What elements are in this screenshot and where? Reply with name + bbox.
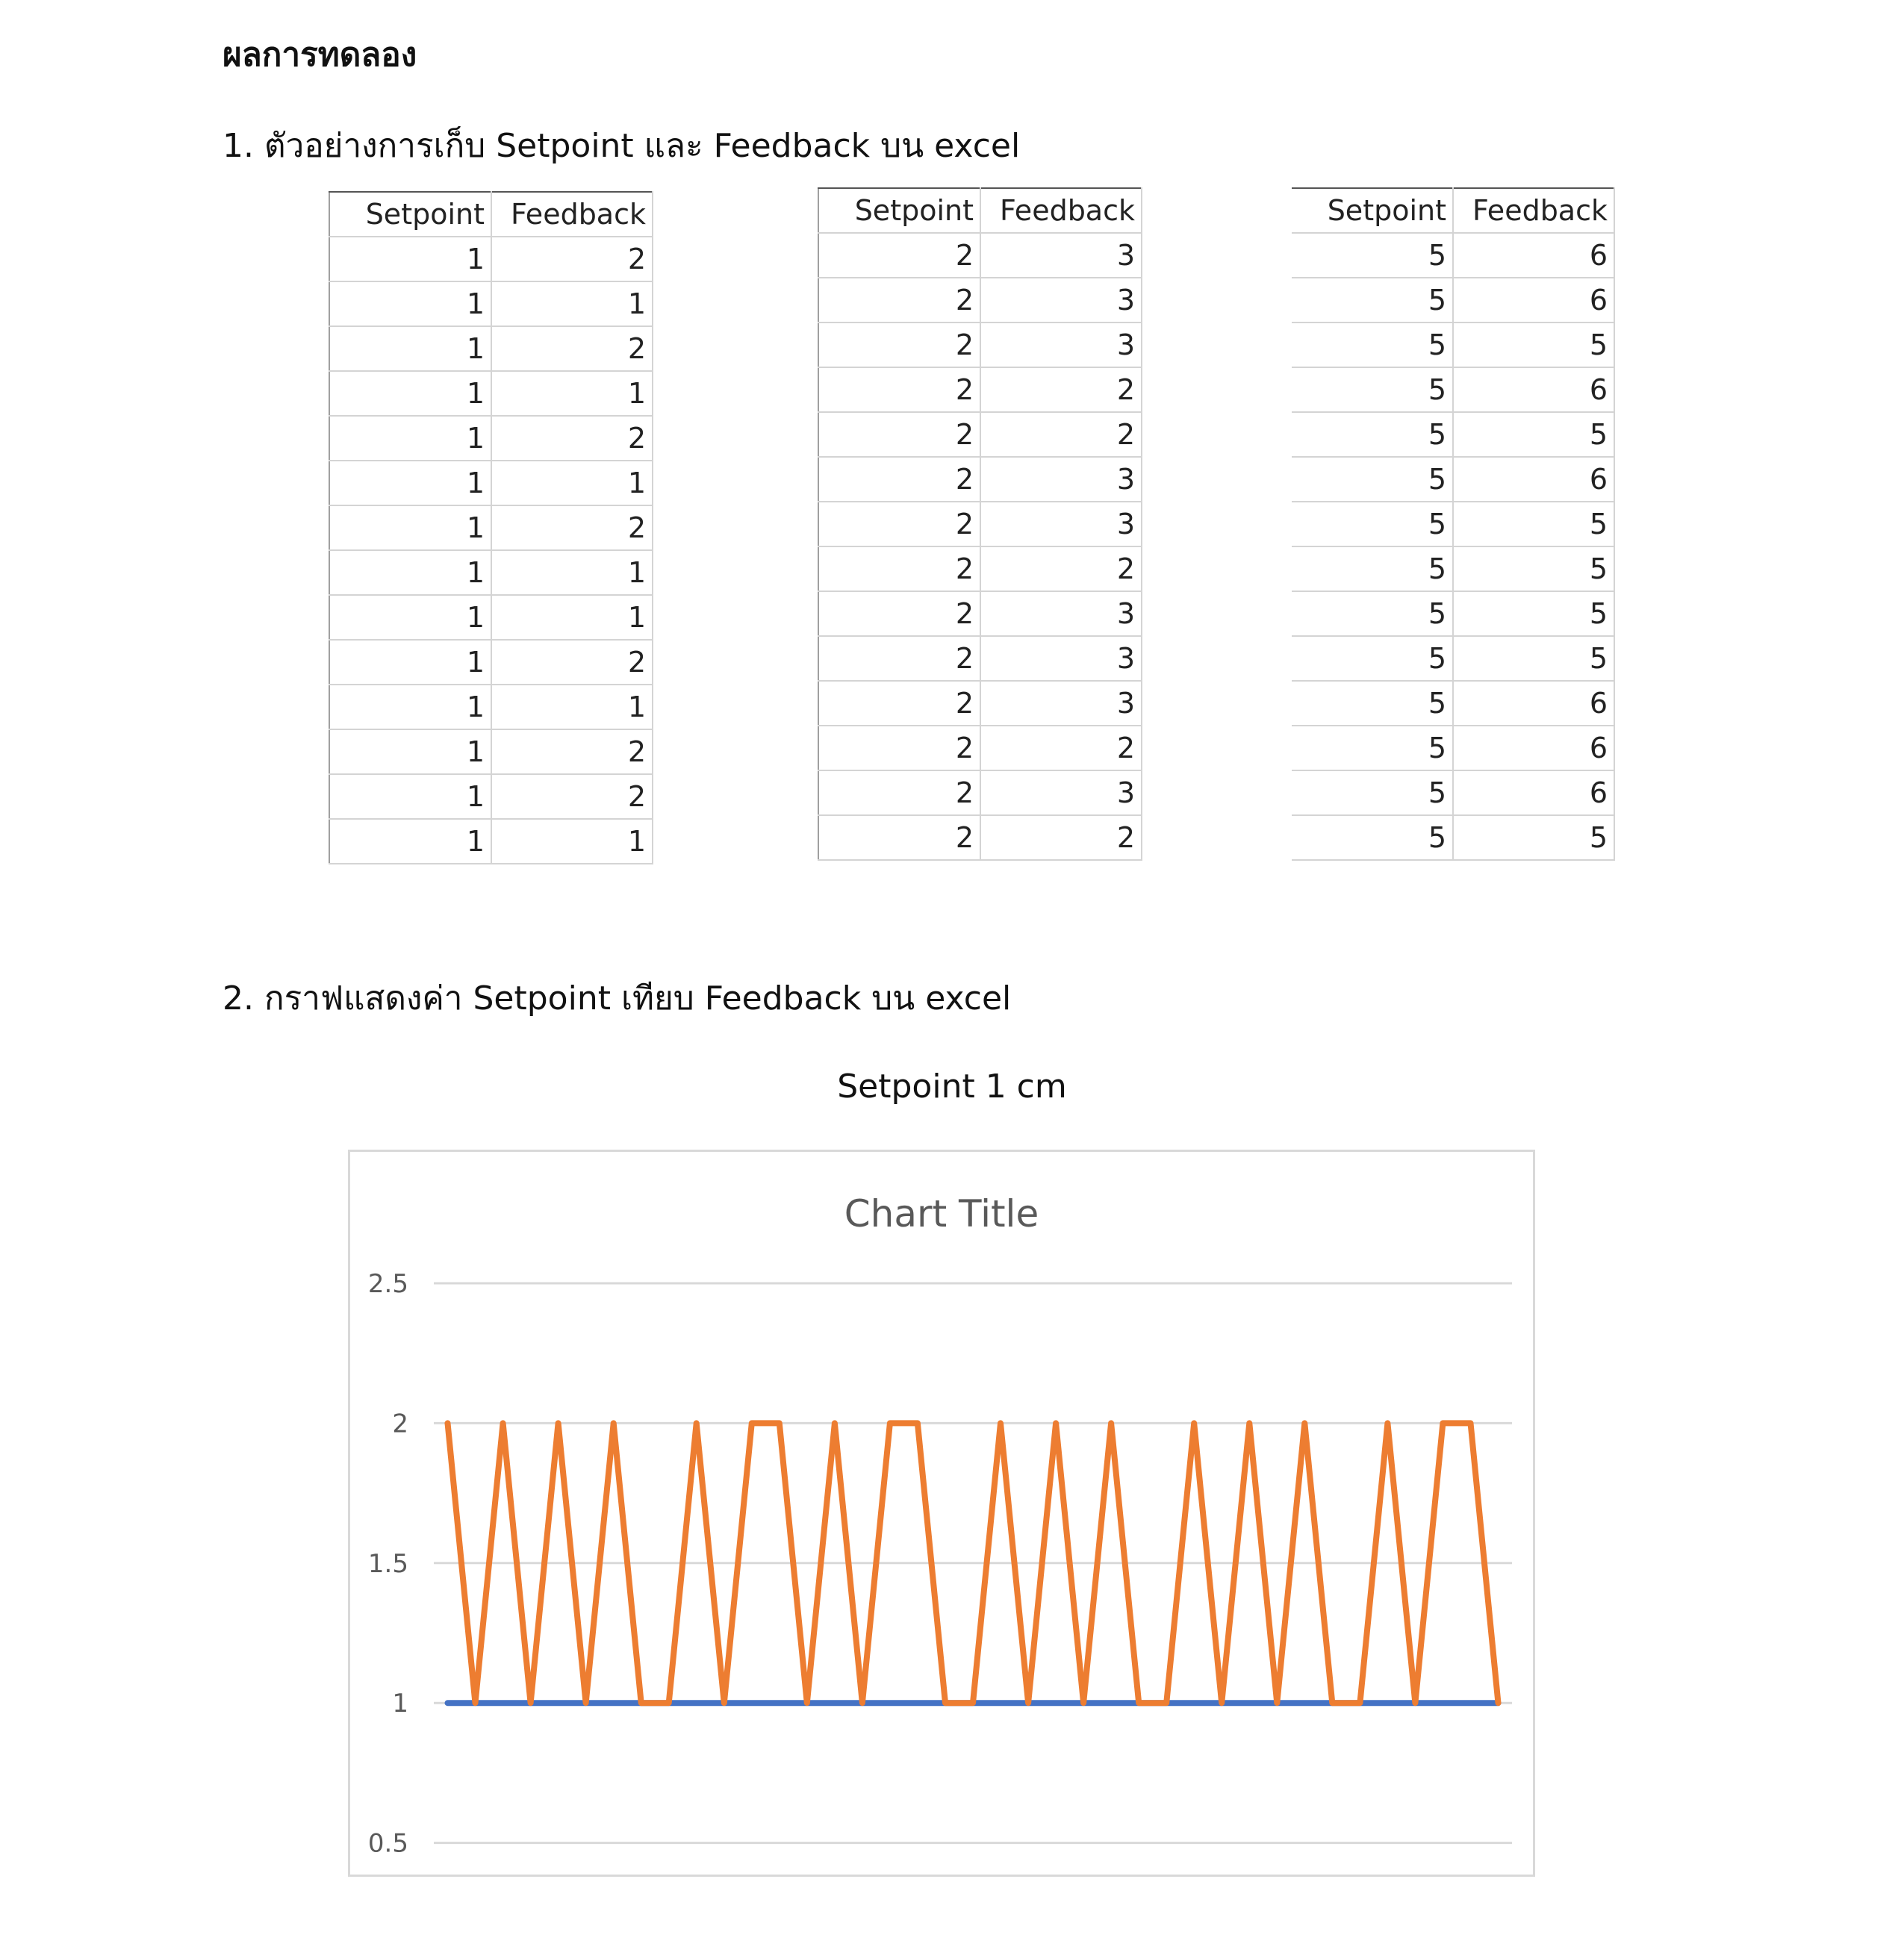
setpoint-cell: 5 [1292,278,1453,322]
table-row [1292,681,1614,726]
table-row [1292,591,1614,636]
feedback-cell: 5 [1453,322,1614,367]
table-row [818,636,1142,681]
table-row [329,326,653,371]
setpoint-cell: 1 [329,774,491,819]
setpoint-cell: 5 [1292,233,1453,278]
table-row [1292,412,1614,457]
feedback-cell: 6 [1453,770,1614,815]
setpoint-cell: 2 [818,636,980,681]
feedback-cell: 2 [980,726,1142,770]
table-row [329,685,653,729]
data-table-3 [1292,187,1615,861]
feedback-cell: 1 [491,819,653,864]
feedback-cell: 6 [1453,457,1614,502]
setpoint-cell: 5 [1292,367,1453,412]
setpoint-cell: 1 [329,640,491,685]
setpoint-cell: 1 [329,371,491,416]
setpoint-cell: 5 [1292,681,1453,726]
data-table-2 [818,187,1142,861]
data-table-1 [329,191,653,864]
setpoint-cell: 5 [1292,322,1453,367]
table-row [818,367,1142,412]
feedback-cell: 2 [491,774,653,819]
feedback-cell: 3 [980,322,1142,367]
setpoint-cell: 1 [329,326,491,371]
feedback-cell: 3 [980,591,1142,636]
table-row [1292,546,1614,591]
feedback-cell: 3 [980,457,1142,502]
feedback-cell: 6 [1453,278,1614,322]
feedback-cell: 2 [980,412,1142,457]
feedback-cell: 2 [491,640,653,685]
setpoint-cell: 1 [329,550,491,595]
table-row [1292,770,1614,815]
table-row [329,819,653,864]
setpoint-cell: 2 [818,412,980,457]
setpoint-cell: 2 [818,726,980,770]
setpoint-cell: 5 [1292,636,1453,681]
feedback-cell: 3 [980,502,1142,546]
table-row [329,640,653,685]
setpoint-cell: 2 [818,457,980,502]
feedback-cell: 6 [1453,233,1614,278]
table-row [1292,322,1614,367]
table-row [818,726,1142,770]
setpoint-cell: 5 [1292,412,1453,457]
y-tick-label: 1.5 [367,1548,408,1579]
chart-title: Chart Title [844,1192,1039,1236]
setpoint-cell: 2 [818,502,980,546]
setpoint-cell: 2 [818,322,980,367]
table-row [818,546,1142,591]
feedback-cell: 2 [491,326,653,371]
table-row [1292,636,1614,681]
setpoint-cell: 2 [818,681,980,726]
feedback-cell: 6 [1453,367,1614,412]
setpoint-cell: 5 [1292,457,1453,502]
feedback-cell: 2 [491,237,653,281]
setpoint-cell: 5 [1292,546,1453,591]
setpoint-cell: 1 [329,729,491,774]
feedback-cell: 6 [1453,726,1614,770]
y-tick-label: 0.5 [367,1828,408,1859]
table-row [329,550,653,595]
setpoint-header: Setpoint [818,188,980,233]
setpoint-cell: 1 [329,685,491,729]
setpoint-cell: 1 [329,416,491,461]
setpoint-cell: 1 [329,461,491,505]
feedback-cell: 2 [491,505,653,550]
table-header-row [329,192,653,237]
table-row [818,815,1142,860]
table-row [329,371,653,416]
setpoint-cell: 2 [818,367,980,412]
table-row [329,505,653,550]
table-row [329,461,653,505]
feedback-cell: 5 [1453,815,1614,860]
feedback-cell: 3 [980,770,1142,815]
table-row [1292,502,1614,546]
table-row [818,233,1142,278]
setpoint-cell: 2 [818,278,980,322]
table-row [329,729,653,774]
setpoint-cell: 2 [818,591,980,636]
section-2-title: 2. กราฟแสดงค่า Setpoint เทียบ Feedback บน excel [223,979,1012,1018]
table-row [1292,278,1614,322]
feedback-cell: 2 [980,815,1142,860]
feedback-cell: 2 [980,367,1142,412]
feedback-cell: 1 [491,371,653,416]
setpoint-cell: 1 [329,281,491,326]
setpoint-cell: 2 [818,233,980,278]
setpoint-cell: 5 [1292,726,1453,770]
y-tick-label: 2.5 [367,1269,408,1299]
table-row [1292,233,1614,278]
y-tick-label: 2 [392,1409,408,1439]
table-row [329,416,653,461]
feedback-header: Feedback [491,192,653,237]
table-row [329,774,653,819]
chart-svg [350,1152,1533,1875]
table-row [1292,457,1614,502]
setpoint-cell: 5 [1292,591,1453,636]
feedback-cell: 6 [1453,681,1614,726]
setpoint-cell: 5 [1292,502,1453,546]
table-row [818,770,1142,815]
feedback-cell: 1 [491,550,653,595]
setpoint-cell: 5 [1292,815,1453,860]
feedback-cell: 3 [980,681,1142,726]
setpoint-cell: 1 [329,819,491,864]
setpoint-cell: 1 [329,595,491,640]
feedback-cell: 3 [980,278,1142,322]
feedback-cell: 5 [1453,412,1614,457]
table-row [1292,815,1614,860]
table-header-row [1292,188,1614,233]
feedback-cell: 3 [980,233,1142,278]
table-header-row [818,188,1142,233]
feedback-cell: 1 [491,595,653,640]
feedback-cell: 2 [980,546,1142,591]
table-row [818,457,1142,502]
setpoint-cell: 5 [1292,770,1453,815]
setpoint-header: Setpoint [1292,188,1453,233]
setpoint-cell: 2 [818,770,980,815]
feedback-cell: 2 [491,416,653,461]
table-row [818,681,1142,726]
table-row [1292,726,1614,770]
table-row [818,412,1142,457]
setpoint-cell: 1 [329,505,491,550]
table-row [329,595,653,640]
chart-caption: Setpoint 1 cm [837,1068,1067,1106]
line-chart [348,1150,1535,1877]
setpoint-cell: 1 [329,237,491,281]
feedback-cell: 2 [491,729,653,774]
feedback-cell: 3 [980,636,1142,681]
feedback-cell: 5 [1453,636,1614,681]
table-row [329,237,653,281]
table-row [818,591,1142,636]
table-row [818,278,1142,322]
feedback-cell: 1 [491,281,653,326]
feedback-cell: 5 [1453,502,1614,546]
page-heading: ผลการทดลอง [223,36,417,74]
table-row [818,502,1142,546]
setpoint-cell: 2 [818,546,980,591]
feedback-header: Feedback [1453,188,1614,233]
setpoint-cell: 2 [818,815,980,860]
table-row [1292,367,1614,412]
feedback-header: Feedback [980,188,1142,233]
table-row [329,281,653,326]
feedback-cell: 1 [491,461,653,505]
y-tick-label: 1 [392,1689,408,1719]
feedback-cell: 1 [491,685,653,729]
section-1-title: 1. ตัวอย่างการเก็บ Setpoint และ Feedback บน excel [223,127,1021,165]
feedback-cell: 5 [1453,546,1614,591]
table-row [818,322,1142,367]
setpoint-header: Setpoint [329,192,491,237]
feedback-cell: 5 [1453,591,1614,636]
